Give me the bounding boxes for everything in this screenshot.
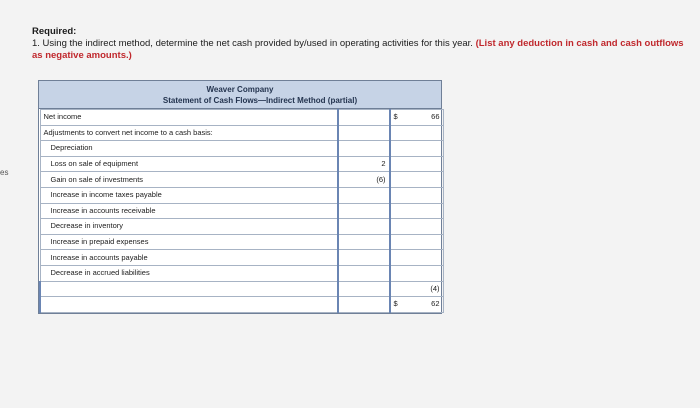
adjustment-amount-input[interactable] (338, 125, 390, 141)
table-row (40, 281, 443, 297)
row-label-input[interactable]: Decrease in inventory (40, 219, 338, 235)
adjustment-amount-input[interactable] (338, 234, 390, 250)
side-text-fragment: es (0, 168, 9, 177)
total-amount-input[interactable] (390, 187, 444, 203)
table-row (40, 125, 443, 141)
row-label-input[interactable]: Increase in accounts receivable (40, 203, 338, 219)
table-row (40, 172, 443, 188)
row-label-input[interactable]: Adjustments to convert net income to a cash basis: (40, 125, 338, 141)
adjustment-amount-input[interactable] (338, 219, 390, 235)
row-label-input[interactable]: Increase in prepaid expenses (40, 234, 338, 250)
adjustment-amount-input[interactable]: (6) (338, 172, 390, 188)
table-row (40, 297, 443, 313)
company-name: Weaver Company (206, 85, 274, 94)
total-amount-input[interactable] (390, 172, 444, 188)
row-label-input[interactable]: Net income (40, 110, 338, 126)
total-amount-input[interactable] (390, 110, 444, 126)
adjustment-amount-input[interactable] (338, 110, 390, 126)
amount-value: 66 (431, 112, 440, 122)
amount-value: (4) (430, 283, 440, 293)
row-label-input[interactable]: Gain on sale of investments (40, 172, 338, 188)
table-row (40, 265, 443, 281)
total-amount-input[interactable] (390, 203, 444, 219)
row-label-input[interactable]: Decrease in accrued liabilities (40, 265, 338, 281)
total-amount-input[interactable] (390, 250, 444, 266)
row-label-input[interactable]: Increase in income taxes payable (40, 187, 338, 203)
negative-amounts-note: (List any deduction in cash and cash outflows as negative amounts.) (32, 38, 684, 61)
required-instruction: 1. Using the indirect method, determine the net cash provided by/used in operating activities for this year. (32, 38, 473, 49)
row-label-input[interactable] (40, 297, 338, 313)
table-row (40, 234, 443, 250)
total-amount-input[interactable] (390, 141, 444, 157)
total-amount-input[interactable] (390, 234, 444, 250)
total-amount-input[interactable] (390, 219, 444, 235)
adjustment-amount-input[interactable]: 2 (338, 156, 390, 172)
dollar-sign: $ (393, 112, 398, 122)
worksheet-header (39, 81, 441, 109)
total-amount-input[interactable] (390, 297, 444, 313)
total-amount-input[interactable] (390, 281, 444, 297)
total-amount-input[interactable] (390, 156, 444, 172)
table-row (40, 250, 443, 266)
adjustment-amount-input[interactable] (338, 297, 390, 313)
table-row (40, 156, 443, 172)
required-section (32, 26, 692, 62)
amount-value: 62 (431, 299, 440, 309)
statement-title: Statement of Cash Flows—Indirect Method (partial) (162, 96, 358, 105)
total-amount-input[interactable] (390, 265, 444, 281)
row-label-input[interactable]: Increase in accounts payable (40, 250, 338, 266)
cash-flow-worksheet (38, 80, 442, 314)
table-row (40, 219, 443, 235)
table-row (40, 141, 443, 157)
dollar-sign: $ (393, 299, 398, 309)
row-label-input[interactable]: Depreciation (40, 141, 338, 157)
worksheet-table (39, 109, 444, 313)
adjustment-amount-input[interactable] (338, 187, 390, 203)
adjustment-amount-input[interactable] (338, 203, 390, 219)
required-heading: Required: (32, 26, 77, 37)
table-row (40, 187, 443, 203)
table-row (40, 203, 443, 219)
row-label-input[interactable]: Loss on sale of equipment (40, 156, 338, 172)
adjustment-amount-input[interactable] (338, 141, 390, 157)
row-label-input[interactable] (40, 281, 338, 297)
total-amount-input[interactable] (390, 125, 444, 141)
adjustment-amount-input[interactable] (338, 281, 390, 297)
adjustment-amount-input[interactable] (338, 250, 390, 266)
table-row (40, 110, 443, 126)
adjustment-amount-input[interactable] (338, 265, 390, 281)
